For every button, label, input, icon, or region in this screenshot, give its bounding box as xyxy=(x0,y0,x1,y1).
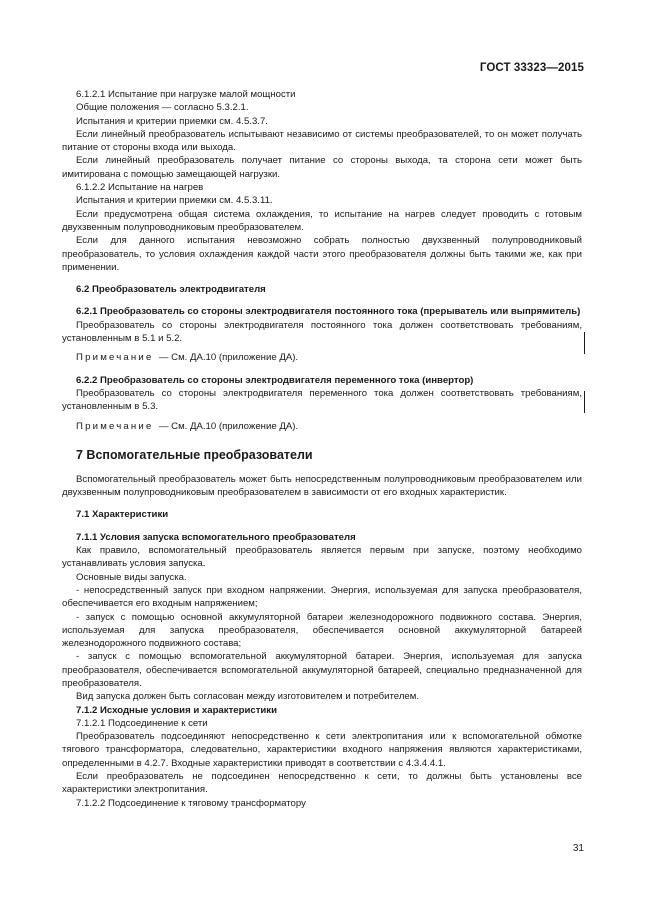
chapter-heading: 7 Вспомогательные преобразователи xyxy=(76,447,313,462)
paragraph: Испытания и критерии приемки см. 4.5.3.11. xyxy=(76,195,273,207)
note-text: — См. ДА.10 (приложение ДА). xyxy=(158,352,299,364)
paragraph: Преобразователь со стороны электродвигателя постоянного тока должен соответствовать требованиям, установленным в 5.1 и 5.2. xyxy=(62,319,582,345)
revision-bar xyxy=(584,332,585,354)
paragraph: 6.1.2.1 Испытание при нагрузке малой мощности xyxy=(76,89,296,100)
paragraph: Основные виды запуска. xyxy=(76,571,187,583)
paragraph: Как правило, вспомогательный преобразователь является первым при запуске, поэтому необходимо устанавливать условия запуска. xyxy=(62,545,582,570)
paragraph: 7.1.2.1 Подсоединение к сети xyxy=(76,717,208,729)
paragraph: Если линейный преобразователь испытывают независимо от системы преобразователей, то он может получать питание от стороны входа или выхода. xyxy=(62,128,582,154)
section-heading: 6.2 Преобразователь электродвигателя xyxy=(76,284,266,296)
note-label: Примечание xyxy=(76,420,154,432)
subsection-heading: 7.1.2 Исходные условия и характеристики xyxy=(76,704,277,716)
list-item: - запуск с помощью вспомогательной аккумуляторной батареи. Энергия, используемая для запуска преобразователя, обеспечивается вспомогательной аккумуляторной батареей, специально предназначенной для преобразователя. xyxy=(62,651,582,689)
paragraph: Если линейный преобразователь получает питание со стороны выхода, та сторона сети может быть имитирована с помощью замещающей нагрузки. xyxy=(62,155,582,180)
note xyxy=(62,420,582,433)
paragraph: Вспомогательный преобразователь может быть непосредственным полупроводниковым преобразователем или двухзвенным полупроводниковым преобразователем в зависимости от его входных характеристик. xyxy=(62,473,582,499)
revision-bar xyxy=(584,391,585,413)
paragraph: 7.1.2.2 Подсоединение к тяговому трансформатору xyxy=(76,797,306,809)
paragraph: Преобразователь подсоединяют непосредственно к сети электропитания или к вспомогательной обмотке тягового трансформатора, следовательно, характеристики входного напряжения являются характеристиками, определенными в 4.2.7. Входные характеристики приводят в соответствии с 4.3.4.4.1. xyxy=(62,731,582,769)
paragraph: Испытания и критерии приемки см. 4.5.3.7. xyxy=(76,115,268,127)
paragraph: Если предусмотрена общая система охлаждения, то испытание на нагрев следует проводить с готовым двухзвенным полупроводниковым преобразователем. xyxy=(62,208,582,233)
page-number: 31 xyxy=(572,843,584,854)
subsection-heading: 7.1.1 Условия запуска вспомогательного преобразователя xyxy=(76,531,356,543)
document-body xyxy=(62,88,582,810)
subsection-heading: 6.2.2 Преобразователь со стороны электродвигателя переменного тока (инвертор) xyxy=(76,374,474,386)
list-item: - запуск с помощью основной аккумуляторной батареи железнодорожного подвижного состава. Энергия, используемая для запуска преобразователя, обеспечивается основной аккумуляторной батареей железнодорожного подвижного состава; xyxy=(62,611,582,650)
note-text: — См. ДА.10 (приложение ДА). xyxy=(158,420,299,432)
note-label: Примечание xyxy=(76,352,154,364)
note xyxy=(62,351,582,364)
paragraph: Общие положения — согласно 5.3.2.1. xyxy=(76,102,249,114)
paragraph: Если для данного испытания невозможно собрать полностью двухзвенный полупроводниковый преобразователь, то условия охлаждения каждой части этого преобразователя должны быть такими же, как при применении. xyxy=(62,235,582,273)
section-heading: 7.1 Характеристики xyxy=(76,509,169,521)
paragraph: 6.1.2.2 Испытание на нагрев xyxy=(76,182,204,194)
subsection-heading: 6.2.1 Преобразователь со стороны электродвигателя постоянного тока (прерыватель или выпрямитель) xyxy=(76,306,581,318)
paragraph: Преобразователь со стороны электродвигателя переменного тока должен соответствовать требованиям, установленным в 5.3. xyxy=(62,387,582,413)
list-item: - непосредственный запуск при входном напряжении. Энергия, используемая для запуска преобразователя, обеспечивается его входным напряжением; xyxy=(62,584,582,610)
paragraph: Если преобразователь не подсоединен непосредственно к сети, то должны быть установлены все характеристики электропитания. xyxy=(62,771,582,796)
paragraph: Вид запуска должен быть согласован между изготовителем и потребителем. xyxy=(76,691,420,703)
document-header: ГОСТ 33323—2015 xyxy=(479,62,584,74)
